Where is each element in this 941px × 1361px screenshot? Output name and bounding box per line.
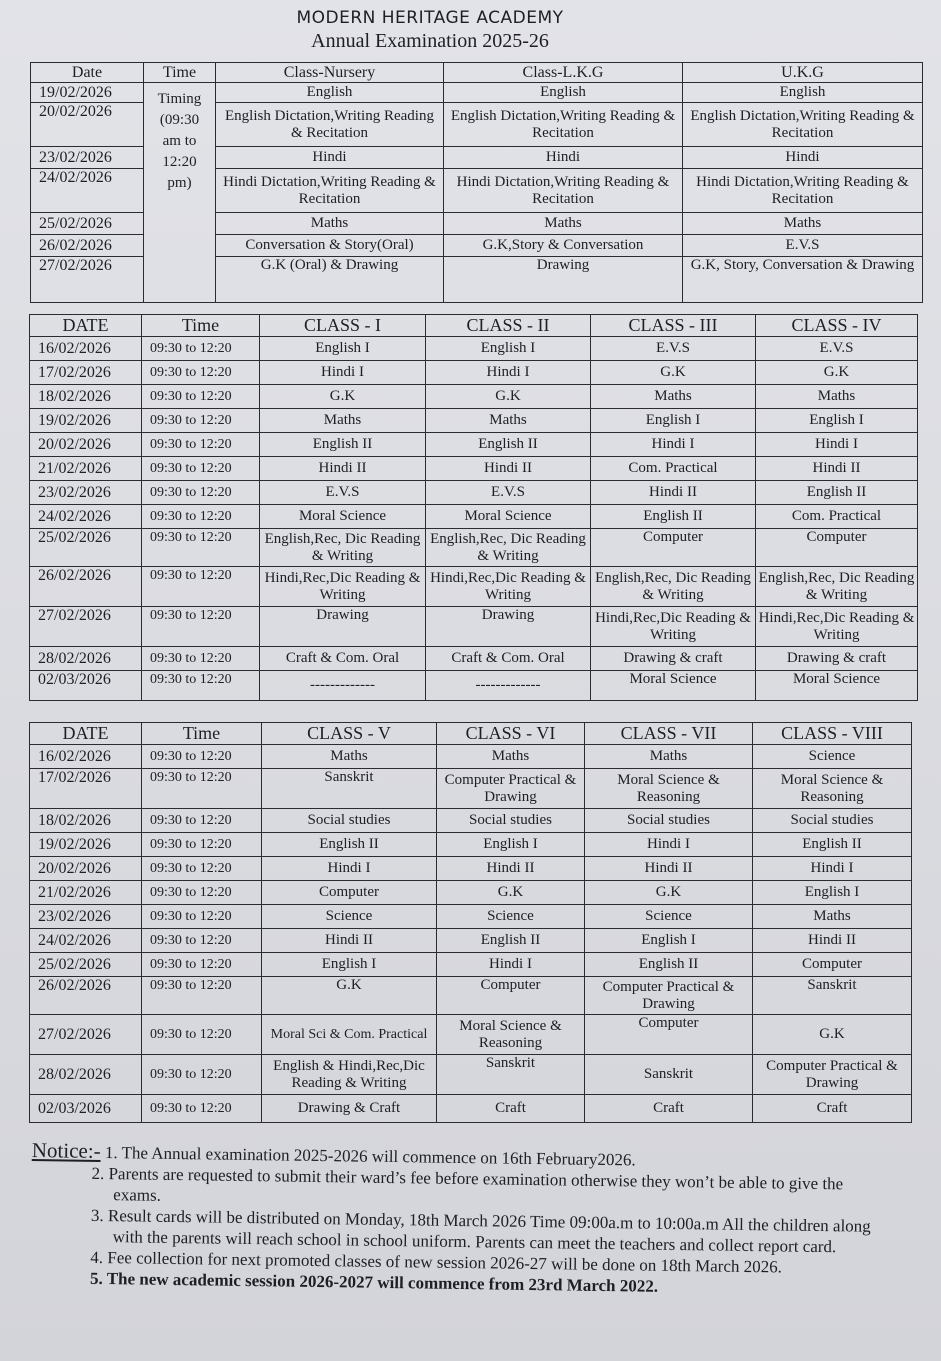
date-cell: 17/02/2026 bbox=[30, 361, 142, 385]
time-cell: 09:30 to 12:20 bbox=[142, 857, 262, 881]
table-row bbox=[30, 977, 912, 1015]
header-class-6: CLASS - VI bbox=[437, 723, 585, 745]
class-5-subject: English I bbox=[262, 953, 437, 977]
lkg-subject: Hindi Dictation,Writing Reading & Recitation bbox=[444, 169, 683, 213]
lkg-subject: English bbox=[444, 83, 683, 103]
ukg-subject: English bbox=[683, 83, 923, 103]
class-5-subject: Moral Sci & Com. Practical bbox=[262, 1015, 437, 1055]
class-8-subject: Social studies bbox=[753, 809, 912, 833]
class-4-subject: Moral Science bbox=[756, 671, 918, 701]
table-row bbox=[30, 833, 912, 857]
class-6-subject: Sanskrit bbox=[437, 1055, 585, 1095]
time-cell: 09:30 to 12:20 bbox=[142, 769, 262, 809]
ukg-subject: G.K, Story, Conversation & Drawing bbox=[683, 257, 923, 303]
table-row bbox=[30, 905, 912, 929]
date-cell: 18/02/2026 bbox=[30, 385, 142, 409]
class-7-subject: G.K bbox=[585, 881, 753, 905]
table-header-row bbox=[30, 723, 912, 745]
nursery-subject: G.K (Oral) & Drawing bbox=[216, 257, 444, 303]
table-row bbox=[30, 769, 912, 809]
class-6-subject: G.K bbox=[437, 881, 585, 905]
class-2-subject: English,Rec, Dic Reading & Writing bbox=[426, 529, 591, 567]
class-7-subject: Craft bbox=[585, 1095, 753, 1123]
class-2-subject: E.V.S bbox=[426, 481, 591, 505]
notice-item: 1. The Annual examination 2025-2026 will commence on 16th February2026. bbox=[104, 1143, 636, 1170]
timing-line: pm) bbox=[167, 175, 192, 191]
time-cell: 09:30 to 12:20 bbox=[142, 671, 260, 701]
date-cell: 23/02/2026 bbox=[30, 905, 142, 929]
timing-line: (09:30 bbox=[159, 112, 200, 128]
header bbox=[0, 8, 860, 53]
table-row bbox=[30, 457, 918, 481]
date-cell: 24/02/2026 bbox=[30, 505, 142, 529]
class-2-subject: Maths bbox=[426, 409, 591, 433]
class-1-subject: Drawing bbox=[260, 607, 426, 647]
lkg-subject: Drawing bbox=[444, 257, 683, 303]
date-cell: 24/02/2026 bbox=[31, 169, 144, 213]
ukg-subject: Hindi bbox=[683, 147, 923, 169]
header-class-3: CLASS - III bbox=[591, 315, 756, 337]
class-7-subject: English II bbox=[585, 953, 753, 977]
ukg-subject: Hindi Dictation,Writing Reading & Recitation bbox=[683, 169, 923, 213]
nursery-subject: Hindi Dictation,Writing Reading & Recitation bbox=[216, 169, 444, 213]
class-5-subject: English II bbox=[262, 833, 437, 857]
time-cell: 09:30 to 12:20 bbox=[142, 953, 262, 977]
timing-line: 12:20 bbox=[162, 154, 197, 170]
class-8-subject: Computer Practical & Drawing bbox=[753, 1055, 912, 1095]
table-row bbox=[30, 505, 918, 529]
date-cell: 23/02/2026 bbox=[30, 481, 142, 505]
class-5-subject: English & Hindi,Rec,Dic Reading & Writing bbox=[262, 1055, 437, 1095]
table-row bbox=[30, 857, 912, 881]
class-4-subject: Maths bbox=[756, 385, 918, 409]
class-4-subject: G.K bbox=[756, 361, 918, 385]
time-cell: 09:30 to 12:20 bbox=[142, 337, 260, 361]
class-3-subject: Computer bbox=[591, 529, 756, 567]
nursery-subject: Hindi bbox=[216, 147, 444, 169]
class-4-subject: English,Rec, Dic Reading & Writing bbox=[756, 567, 918, 607]
time-cell: 09:30 to 12:20 bbox=[142, 977, 262, 1015]
class-3-subject: English,Rec, Dic Reading & Writing bbox=[591, 567, 756, 607]
time-cell: 09:30 to 12:20 bbox=[142, 881, 262, 905]
class-2-subject: English I bbox=[426, 337, 591, 361]
time-cell: 09:30 to 12:20 bbox=[142, 647, 260, 671]
date-cell: 20/02/2026 bbox=[30, 857, 142, 881]
class-3-subject: Com. Practical bbox=[591, 457, 756, 481]
table-row bbox=[30, 337, 918, 361]
header-time: Time bbox=[142, 315, 260, 337]
time-cell: 09:30 to 12:20 bbox=[142, 567, 260, 607]
class-3-subject: E.V.S bbox=[591, 337, 756, 361]
time-cell: 09:30 to 12:20 bbox=[142, 905, 262, 929]
header-nursery: Class-Nursery bbox=[216, 63, 444, 83]
class-2-subject: Moral Science bbox=[426, 505, 591, 529]
class-3-subject: Maths bbox=[591, 385, 756, 409]
class-7-subject: Moral Science & Reasoning bbox=[585, 769, 753, 809]
date-cell: 17/02/2026 bbox=[30, 769, 142, 809]
class-8-subject: Moral Science & Reasoning bbox=[753, 769, 912, 809]
class-7-subject: English I bbox=[585, 929, 753, 953]
table-row bbox=[30, 881, 912, 905]
class-4-subject: English I bbox=[756, 409, 918, 433]
date-cell: 25/02/2026 bbox=[30, 953, 142, 977]
header-class-8: CLASS - VIII bbox=[753, 723, 912, 745]
class-5-subject: Hindi I bbox=[262, 857, 437, 881]
date-cell: 26/02/2026 bbox=[31, 235, 144, 257]
class-1-subject: Hindi II bbox=[260, 457, 426, 481]
timing-line: Timing bbox=[157, 91, 202, 107]
class-7-subject: Hindi I bbox=[585, 833, 753, 857]
date-cell: 19/02/2026 bbox=[31, 83, 144, 103]
timing-cell bbox=[144, 83, 216, 303]
time-cell: 09:30 to 12:20 bbox=[142, 1015, 262, 1055]
time-cell: 09:30 to 12:20 bbox=[142, 361, 260, 385]
header-class-4: CLASS - IV bbox=[756, 315, 918, 337]
time-cell: 09:30 to 12:20 bbox=[142, 385, 260, 409]
table-row bbox=[30, 929, 912, 953]
table-row bbox=[30, 671, 918, 701]
lkg-subject: Hindi bbox=[444, 147, 683, 169]
table-row bbox=[30, 953, 912, 977]
class-1-subject: Maths bbox=[260, 409, 426, 433]
date-cell: 16/02/2026 bbox=[30, 337, 142, 361]
time-cell: 09:30 to 12:20 bbox=[142, 833, 262, 857]
table-row bbox=[30, 1015, 912, 1055]
class-8-subject: Hindi II bbox=[753, 929, 912, 953]
class-2-subject: G.K bbox=[426, 385, 591, 409]
nursery-subject: English bbox=[216, 83, 444, 103]
table-row bbox=[30, 567, 918, 607]
class-6-subject: Hindi II bbox=[437, 857, 585, 881]
class-4-subject: English II bbox=[756, 481, 918, 505]
class-4-subject: Com. Practical bbox=[756, 505, 918, 529]
class-8-subject: English II bbox=[753, 833, 912, 857]
class-6-subject: Science bbox=[437, 905, 585, 929]
header-time: Time bbox=[142, 723, 262, 745]
lkg-subject: G.K,Story & Conversation bbox=[444, 235, 683, 257]
class-1-subject: English,Rec, Dic Reading & Writing bbox=[260, 529, 426, 567]
ukg-subject: English Dictation,Writing Reading & Recitation bbox=[683, 103, 923, 147]
header-lkg: Class-L.K.G bbox=[444, 63, 683, 83]
date-cell: 21/02/2026 bbox=[30, 881, 142, 905]
time-cell: 09:30 to 12:20 bbox=[142, 1055, 262, 1095]
class-4-subject: Computer bbox=[756, 529, 918, 567]
class-1-4-schedule-table bbox=[29, 314, 918, 701]
time-cell: 09:30 to 12:20 bbox=[142, 409, 260, 433]
date-cell: 26/02/2026 bbox=[30, 567, 142, 607]
notice-section bbox=[30, 1140, 892, 1300]
time-cell: 09:30 to 12:20 bbox=[142, 529, 260, 567]
notice-item: 4. Fee collection for next promoted classes of new session 2026-27 will be done on 18th March 2026. bbox=[90, 1247, 783, 1277]
date-cell: 28/02/2026 bbox=[30, 647, 142, 671]
table-row bbox=[30, 1055, 912, 1095]
class-8-subject: Computer bbox=[753, 953, 912, 977]
class-8-subject: Maths bbox=[753, 905, 912, 929]
table-header-row bbox=[30, 315, 918, 337]
notice-item: 5. The new academic session 2026-2027 will commence from 23rd March 2022. bbox=[89, 1268, 659, 1296]
header-class-2: CLASS - II bbox=[426, 315, 591, 337]
class-1-subject: G.K bbox=[260, 385, 426, 409]
class-1-subject: Hindi I bbox=[260, 361, 426, 385]
class-1-subject: ------------- bbox=[260, 671, 426, 701]
nursery-subject: Conversation & Story(Oral) bbox=[216, 235, 444, 257]
class-2-subject: Craft & Com. Oral bbox=[426, 647, 591, 671]
class-5-8-schedule-table bbox=[29, 722, 912, 1123]
class-5-subject: Social studies bbox=[262, 809, 437, 833]
pre-primary-schedule-table bbox=[30, 62, 923, 303]
class-8-subject: English I bbox=[753, 881, 912, 905]
class-4-subject: E.V.S bbox=[756, 337, 918, 361]
header-time: Time bbox=[144, 63, 216, 83]
class-6-subject: English II bbox=[437, 929, 585, 953]
class-4-subject: Hindi,Rec,Dic Reading & Writing bbox=[756, 607, 918, 647]
table-row bbox=[31, 83, 923, 103]
lkg-subject: English Dictation,Writing Reading & Recitation bbox=[444, 103, 683, 147]
class-8-subject: Hindi I bbox=[753, 857, 912, 881]
class-6-subject: Computer bbox=[437, 977, 585, 1015]
class-5-subject: Hindi II bbox=[262, 929, 437, 953]
time-cell: 09:30 to 12:20 bbox=[142, 929, 262, 953]
class-7-subject: Hindi II bbox=[585, 857, 753, 881]
class-2-subject: Hindi,Rec,Dic Reading & Writing bbox=[426, 567, 591, 607]
class-7-subject: Computer bbox=[585, 1015, 753, 1055]
table-row bbox=[30, 809, 912, 833]
class-5-subject: Drawing & Craft bbox=[262, 1095, 437, 1123]
class-1-subject: English I bbox=[260, 337, 426, 361]
class-1-subject: Craft & Com. Oral bbox=[260, 647, 426, 671]
time-cell: 09:30 to 12:20 bbox=[142, 607, 260, 647]
class-1-subject: Hindi,Rec,Dic Reading & Writing bbox=[260, 567, 426, 607]
table-row bbox=[30, 481, 918, 505]
class-1-subject: E.V.S bbox=[260, 481, 426, 505]
class-8-subject: Science bbox=[753, 745, 912, 769]
date-cell: 20/02/2026 bbox=[30, 433, 142, 457]
class-6-subject: Social studies bbox=[437, 809, 585, 833]
date-cell: 21/02/2026 bbox=[30, 457, 142, 481]
class-3-subject: Moral Science bbox=[591, 671, 756, 701]
date-cell: 02/03/2026 bbox=[30, 1095, 142, 1123]
class-4-subject: Hindi II bbox=[756, 457, 918, 481]
time-cell: 09:30 to 12:20 bbox=[142, 809, 262, 833]
date-cell: 27/02/2026 bbox=[31, 257, 144, 303]
header-ukg: U.K.G bbox=[683, 63, 923, 83]
class-3-subject: Drawing & craft bbox=[591, 647, 756, 671]
date-cell: 23/02/2026 bbox=[31, 147, 144, 169]
class-8-subject: Craft bbox=[753, 1095, 912, 1123]
class-2-subject: English II bbox=[426, 433, 591, 457]
class-7-subject: Maths bbox=[585, 745, 753, 769]
table-row bbox=[30, 607, 918, 647]
date-cell: 18/02/2026 bbox=[30, 809, 142, 833]
notice-item: 2. Parents are requested to submit their ward’s fee before examination otherwise they won’t be able to give the exams. bbox=[91, 1163, 844, 1205]
class-8-subject: G.K bbox=[753, 1015, 912, 1055]
class-3-subject: English II bbox=[591, 505, 756, 529]
class-7-subject: Science bbox=[585, 905, 753, 929]
class-1-subject: English II bbox=[260, 433, 426, 457]
class-7-subject: Sanskrit bbox=[585, 1055, 753, 1095]
class-2-subject: ------------- bbox=[426, 671, 591, 701]
notice-item: 3. Result cards will be distributed on Monday, 18th March 2026 Time 09:00a.m to 10:00a.m All the children along with the parents will reach school in school uniform. Parents can meet the teachers and collect report card. bbox=[90, 1205, 871, 1257]
date-cell: 25/02/2026 bbox=[31, 213, 144, 235]
class-5-subject: Computer bbox=[262, 881, 437, 905]
class-1-subject: Moral Science bbox=[260, 505, 426, 529]
date-cell: 20/02/2026 bbox=[31, 103, 144, 147]
time-cell: 09:30 to 12:20 bbox=[142, 505, 260, 529]
class-7-subject: Computer Practical & Drawing bbox=[585, 977, 753, 1015]
nursery-subject: Maths bbox=[216, 213, 444, 235]
class-6-subject: Maths bbox=[437, 745, 585, 769]
exam-title: Annual Examination 2025-26 bbox=[311, 30, 549, 52]
time-cell: 09:30 to 12:20 bbox=[142, 481, 260, 505]
class-2-subject: Hindi II bbox=[426, 457, 591, 481]
header-date: DATE bbox=[30, 315, 142, 337]
header-date: DATE bbox=[30, 723, 142, 745]
class-6-subject: Computer Practical & Drawing bbox=[437, 769, 585, 809]
class-3-subject: English I bbox=[591, 409, 756, 433]
class-7-subject: Social studies bbox=[585, 809, 753, 833]
class-2-subject: Drawing bbox=[426, 607, 591, 647]
time-cell: 09:30 to 12:20 bbox=[142, 1095, 262, 1123]
date-cell: 27/02/2026 bbox=[30, 1015, 142, 1055]
class-6-subject: Craft bbox=[437, 1095, 585, 1123]
table-header-row bbox=[31, 63, 923, 83]
class-8-subject: Sanskrit bbox=[753, 977, 912, 1015]
class-6-subject: Hindi I bbox=[437, 953, 585, 977]
table-row bbox=[30, 361, 918, 385]
ukg-subject: E.V.S bbox=[683, 235, 923, 257]
date-cell: 16/02/2026 bbox=[30, 745, 142, 769]
time-cell: 09:30 to 12:20 bbox=[142, 457, 260, 481]
class-6-subject: English I bbox=[437, 833, 585, 857]
nursery-subject: English Dictation,Writing Reading & Recitation bbox=[216, 103, 444, 147]
class-3-subject: G.K bbox=[591, 361, 756, 385]
table-row bbox=[30, 409, 918, 433]
header-class-7: CLASS - VII bbox=[585, 723, 753, 745]
date-cell: 27/02/2026 bbox=[30, 607, 142, 647]
header-class-1: CLASS - I bbox=[260, 315, 426, 337]
table-row bbox=[30, 647, 918, 671]
table-row bbox=[30, 745, 912, 769]
notice-title: Notice:- bbox=[31, 1138, 101, 1163]
class-5-subject: G.K bbox=[262, 977, 437, 1015]
date-cell: 28/02/2026 bbox=[30, 1055, 142, 1095]
ukg-subject: Maths bbox=[683, 213, 923, 235]
date-cell: 19/02/2026 bbox=[30, 409, 142, 433]
header-date: Date bbox=[31, 63, 144, 83]
class-4-subject: Drawing & craft bbox=[756, 647, 918, 671]
class-5-subject: Maths bbox=[262, 745, 437, 769]
timing-line: am to bbox=[162, 133, 197, 149]
time-cell: 09:30 to 12:20 bbox=[142, 433, 260, 457]
class-2-subject: Hindi I bbox=[426, 361, 591, 385]
class-5-subject: Science bbox=[262, 905, 437, 929]
date-cell: 19/02/2026 bbox=[30, 833, 142, 857]
header-class-5: CLASS - V bbox=[262, 723, 437, 745]
table-row bbox=[30, 385, 918, 409]
time-cell: 09:30 to 12:20 bbox=[142, 745, 262, 769]
class-4-subject: Hindi I bbox=[756, 433, 918, 457]
class-3-subject: Hindi I bbox=[591, 433, 756, 457]
table-row bbox=[30, 1095, 912, 1123]
date-cell: 02/03/2026 bbox=[30, 671, 142, 701]
lkg-subject: Maths bbox=[444, 213, 683, 235]
class-5-subject: Sanskrit bbox=[262, 769, 437, 809]
table-row bbox=[30, 433, 918, 457]
date-cell: 24/02/2026 bbox=[30, 929, 142, 953]
date-cell: 25/02/2026 bbox=[30, 529, 142, 567]
school-name: MODERN HERITAGE ACADEMY bbox=[296, 8, 564, 28]
class-6-subject: Moral Science & Reasoning bbox=[437, 1015, 585, 1055]
class-3-subject: Hindi,Rec,Dic Reading & Writing bbox=[591, 607, 756, 647]
date-cell: 26/02/2026 bbox=[30, 977, 142, 1015]
table-row bbox=[30, 529, 918, 567]
class-3-subject: Hindi II bbox=[591, 481, 756, 505]
